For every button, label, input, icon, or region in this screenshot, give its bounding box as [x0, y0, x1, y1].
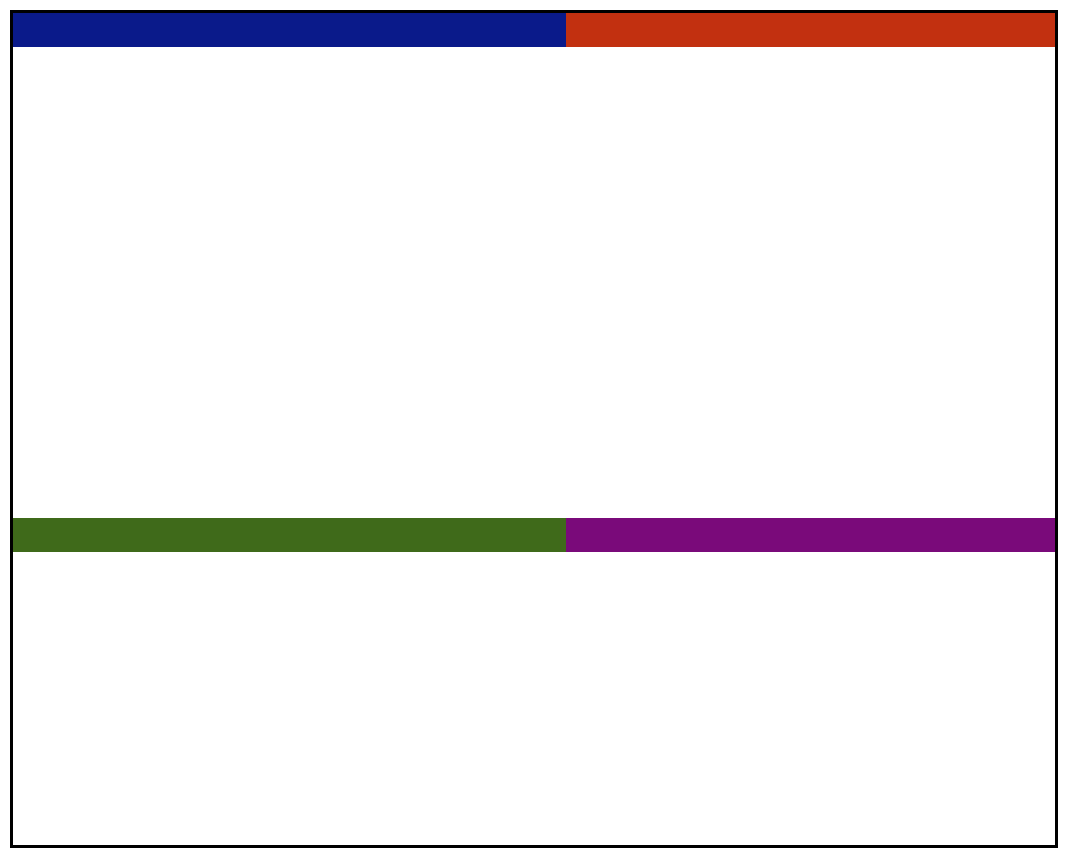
tv-header	[566, 518, 1055, 552]
reading-header	[566, 13, 1055, 47]
announce-header	[13, 13, 566, 47]
results-table	[10, 10, 1058, 848]
radio-header	[13, 518, 566, 552]
legend-footer	[13, 775, 1055, 845]
